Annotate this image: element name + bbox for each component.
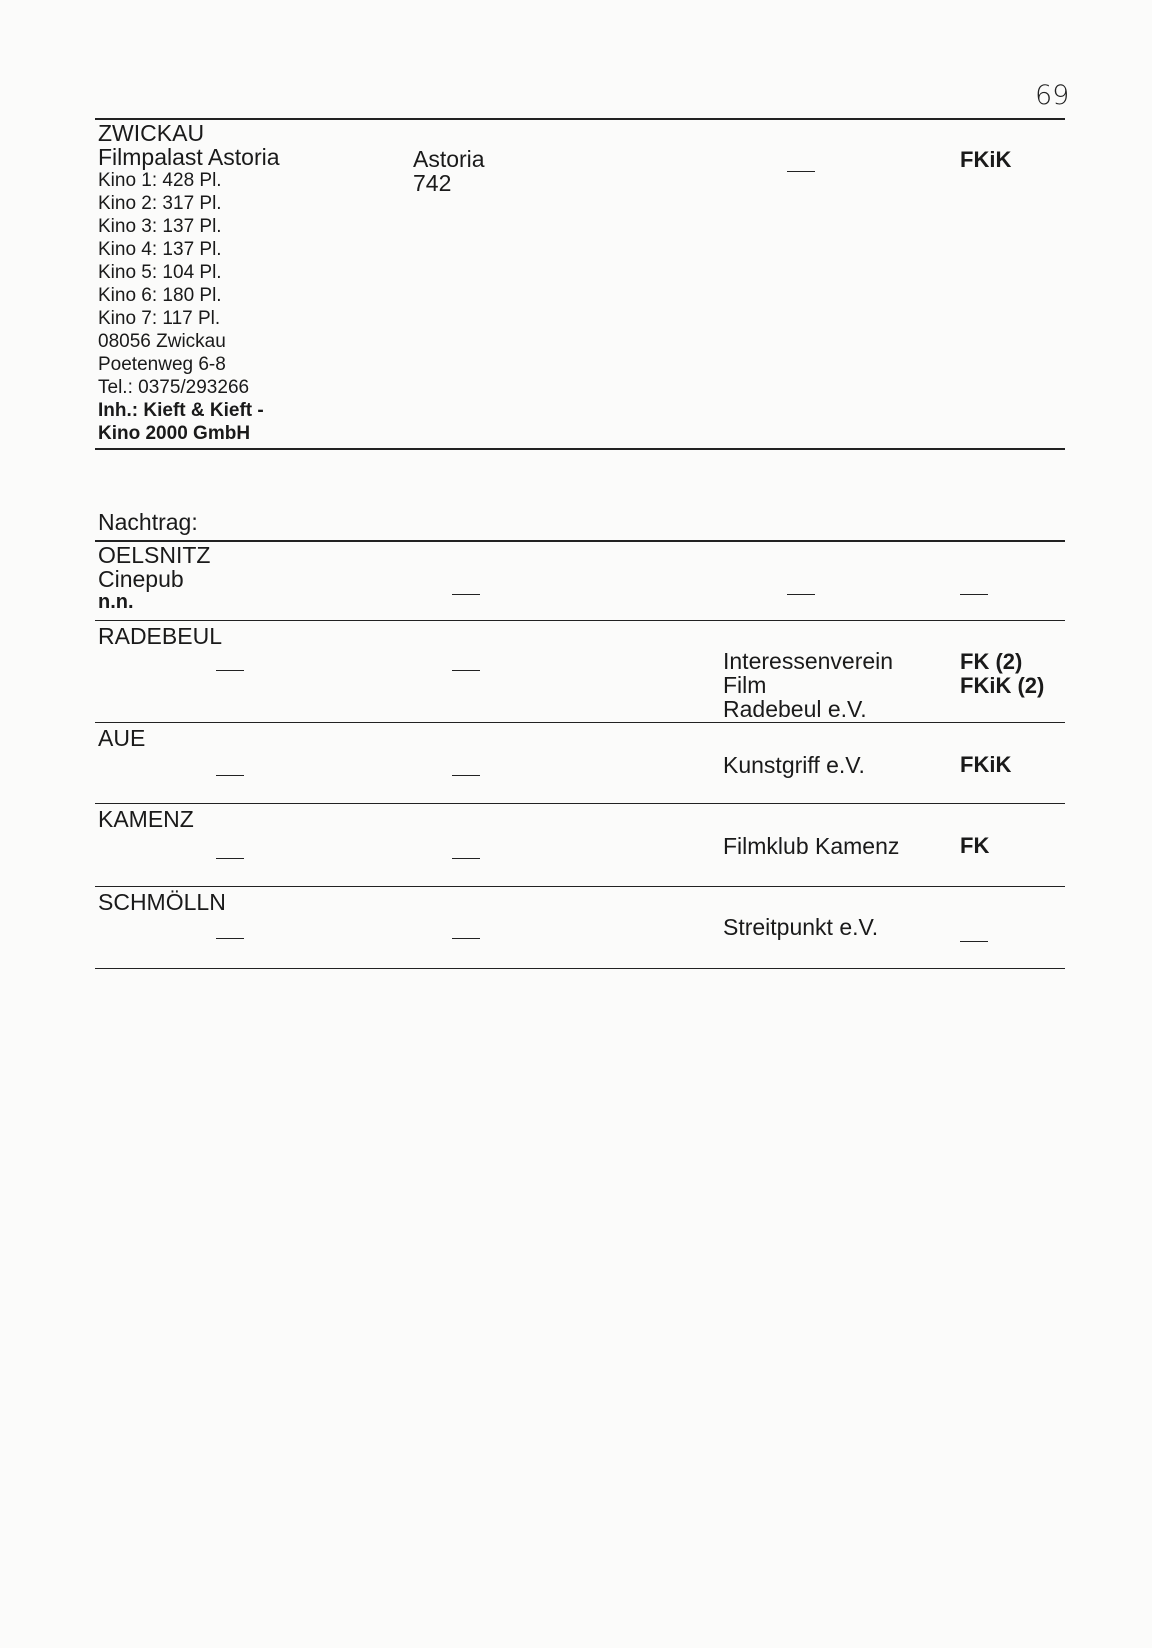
entry-rule: [95, 803, 1065, 804]
empty-dash: [452, 858, 480, 859]
empty-dash: [452, 594, 480, 595]
town-name: AUE: [98, 725, 146, 751]
town-name: ZWICKAU: [98, 120, 205, 146]
screen-list: [98, 169, 280, 445]
organisation-line: Radebeul e.V.: [723, 696, 867, 722]
organisation-name: Kunstgriff e.V.: [723, 752, 865, 778]
street-address: Poetenweg 6-8: [98, 354, 226, 375]
empty-dash: [216, 938, 244, 939]
radebeul-codes: [960, 650, 1044, 698]
club-code: FK: [960, 833, 990, 858]
owner-line: Kino 2000 GmbH: [98, 423, 251, 444]
empty-dash: [787, 171, 815, 172]
entry-rule: [95, 722, 1065, 723]
town-name: RADEBEUL: [98, 623, 222, 649]
zwickau-col4-code: FKiK: [960, 147, 1012, 172]
organisation-line: Interessenverein: [723, 648, 894, 674]
organisation-line: Film: [723, 672, 767, 698]
town-name: KAMENZ: [98, 806, 194, 832]
table-top-rule: [95, 118, 1065, 120]
oelsnitz-entry: [98, 543, 210, 614]
empty-dash: [787, 594, 815, 595]
town-name: SCHMÖLLN: [98, 889, 226, 915]
radebeul-organisation: [723, 649, 893, 721]
empty-dash: [960, 941, 988, 942]
club-code: FK (2): [960, 649, 1023, 674]
zwickau-entry: [98, 121, 280, 445]
empty-dash: [960, 594, 988, 595]
owner-line: n.n.: [98, 591, 134, 613]
empty-dash: [452, 775, 480, 776]
town-name: OELSNITZ: [98, 542, 211, 568]
postcode-city: 08056 Zwickau: [98, 331, 226, 352]
screen-item: Kino 7: 117 Pl.: [98, 308, 221, 329]
cinema-short-name: Astoria: [413, 146, 485, 172]
screen-item: Kino 3: 137 Pl.: [98, 216, 222, 237]
table-bottom-rule: [95, 968, 1065, 969]
section-rule: [95, 448, 1065, 450]
organisation-name: Streitpunkt e.V.: [723, 914, 879, 940]
seat-total: 742: [413, 170, 452, 196]
club-code: FKiK (2): [960, 673, 1045, 698]
page-number: 69: [1035, 80, 1070, 111]
nachtrag-rule: [95, 540, 1065, 542]
screen-item: Kino 1: 428 Pl.: [98, 170, 222, 191]
empty-dash: [452, 670, 480, 671]
screen-item: Kino 6: 180 Pl.: [98, 285, 222, 306]
empty-dash: [216, 670, 244, 671]
screen-item: Kino 2: 317 Pl.: [98, 193, 222, 214]
nachtrag-heading: Nachtrag:: [98, 509, 198, 535]
empty-dash: [452, 938, 480, 939]
screen-item: Kino 5: 104 Pl.: [98, 262, 222, 283]
empty-dash: [216, 858, 244, 859]
organisation-name: Filmklub Kamenz: [723, 833, 900, 859]
venue-name: Cinepub: [98, 566, 184, 592]
empty-dash: [216, 775, 244, 776]
zwickau-col2: [413, 147, 485, 195]
entry-rule: [95, 886, 1065, 887]
owner-line: Inh.: Kieft & Kieft -: [98, 400, 264, 421]
club-code: FKiK: [960, 752, 1012, 777]
phone-number: Tel.: 0375/293266: [98, 377, 250, 398]
venue-name: Filmpalast Astoria: [98, 144, 280, 170]
screen-item: Kino 4: 137 Pl.: [98, 239, 222, 260]
entry-rule: [95, 620, 1065, 621]
